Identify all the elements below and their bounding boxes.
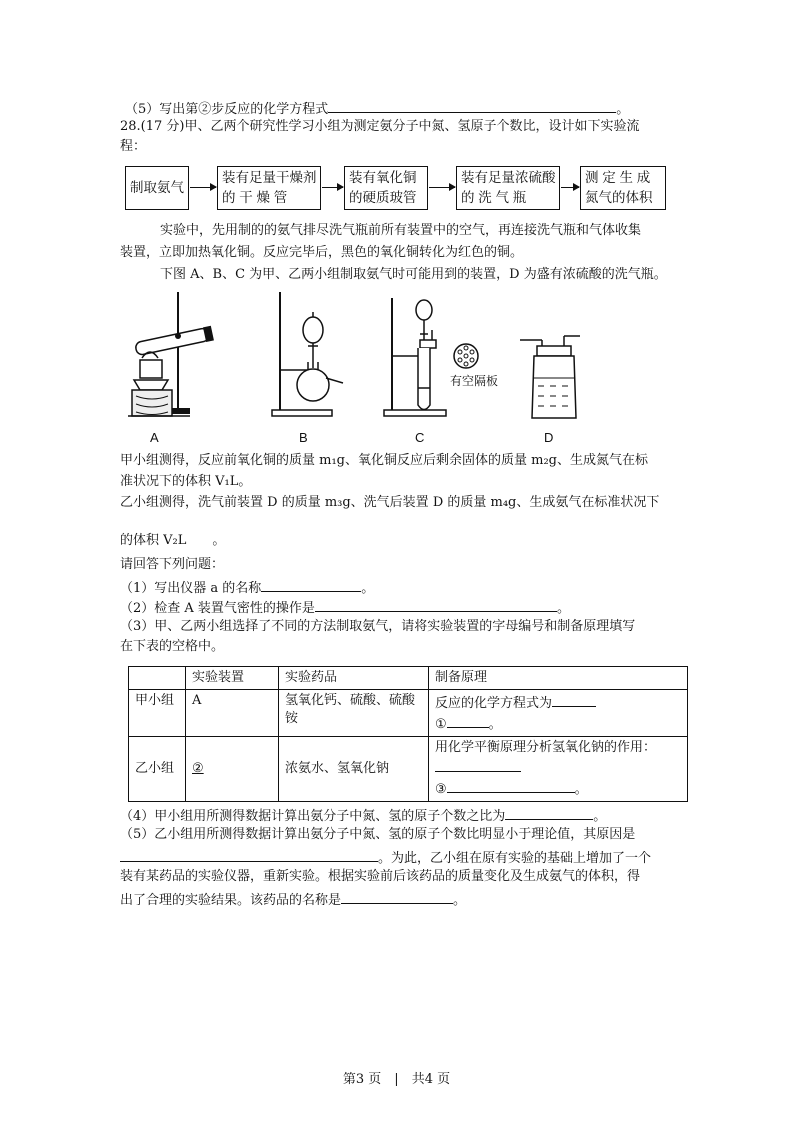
- flow-box-2: 装有足量干燥剂 的 干 燥 管: [217, 166, 321, 210]
- apparatus-a-drawing: [128, 290, 218, 420]
- flow-box-4: 装有足量浓硫酸 的 洗 气 瓶: [456, 166, 560, 210]
- flow-box-3: 装有氧化铜 的硬质玻管: [344, 166, 428, 210]
- apparatus-b-label: B: [299, 430, 308, 445]
- paragraph-1: 实验中，先用制的的氨气排尽洗气瓶前所有装置中的空气，再连接洗气瓶和气体收集: [160, 223, 642, 238]
- flow-box-1: 制取氨气: [125, 166, 189, 210]
- flow-box-5: 测 定 生 成 氮气的体积: [580, 166, 666, 210]
- apparatus-d-label: D: [544, 430, 554, 445]
- flow-arrow-1: [190, 187, 216, 188]
- jia-measurement: 甲小组测得，反应前氧化铜的质量 m₁g、氧化铜反应后剩余固体的质量 m₂g、生成氮气在标: [120, 453, 648, 468]
- flow-arrow-4: [561, 187, 579, 188]
- question-3: （3）甲、乙两小组选择了不同的方法制取氨气，请将实验装置的字母编号和制备原理填写: [120, 619, 636, 634]
- paragraph-2: 下图 A、B、C 为甲、乙两小组制取氨气时可能用到的装置，D 为盛有浓硫酸的洗气瓶。: [160, 267, 667, 282]
- apparatus-b-drawing: [268, 290, 358, 420]
- q5-previous: （5）写出第②步反应的化学方程式 。: [125, 98, 629, 119]
- flow-arrow-2: [322, 187, 343, 188]
- table-row: [129, 737, 688, 802]
- table-cell-device: A: [186, 690, 279, 737]
- table-cell-device: ②: [186, 737, 279, 802]
- apparatus-a-label: A: [150, 430, 159, 445]
- question-2: （2）检查 A 装置气密性的操作是 。: [120, 597, 570, 618]
- table-cell-reagent: 浓氨水、氢氧化钠: [279, 737, 429, 802]
- apparatus-c-label: C: [415, 430, 425, 445]
- method-table: [128, 666, 688, 802]
- page-footer: 第3 页 | 共4 页: [342, 1072, 451, 1087]
- table-header-cell: 实验装置: [186, 667, 279, 690]
- table-cell-reagent: 氢氧化钙、硫酸、硫酸铵: [279, 690, 429, 737]
- table-header-row: [129, 667, 688, 690]
- questions-intro: 请回答下列问题：: [120, 557, 225, 572]
- table-cell-group: 乙小组: [129, 737, 186, 802]
- q28-heading: 28.(17 分)甲、乙两个研究性学习小组为测定氨分子中氮、氢原子个数比，设计如下实验流: [120, 119, 640, 134]
- paragraph-1-cont: 装置，立即加热氧化铜。反应完毕后，黑色的氧化铜转化为红色的铜。: [120, 245, 524, 260]
- question-5-cont: 。为此，乙小组在原有实验的基础上增加了一个: [120, 847, 651, 868]
- apparatus-d-drawing: [520, 326, 590, 421]
- table-header-cell: 实验药品: [279, 667, 429, 690]
- yi-measurement-cont: 的体积 V₂L 。: [120, 533, 226, 548]
- q28-heading-cont: 程：: [120, 139, 147, 154]
- table-cell-principle: 用化学平衡原理分析氢氧化钠的作用： ③ 。: [429, 737, 688, 802]
- question-5-cont-3: 出了合理的实验结果。该药品的名称是 。: [120, 889, 466, 910]
- question-3-cont: 在下表的空格中。: [120, 639, 225, 654]
- question-5-cont-2: 装有某药品的实验仪器，重新实验。根据实验前后该药品的质量变化及生成氨气的体积，得: [120, 869, 641, 884]
- table-header-cell: 制备原理: [429, 667, 688, 690]
- question-1: （1）写出仪器 a 的名称 。: [120, 577, 374, 598]
- table-cell-group: 甲小组: [129, 690, 186, 737]
- flow-chart: [120, 166, 680, 216]
- jia-measurement-cont: 准状况下的体积 V₁L。: [120, 474, 252, 489]
- apparatus-c-note: 有空隔板: [450, 374, 499, 388]
- yi-measurement: 乙小组测得，洗气前装置 D 的质量 m₃g、洗气后装置 D 的质量 m₄g、生成氨气在标准状况下: [120, 495, 660, 510]
- table-cell-principle: 反应的化学方程式为 ① 。: [429, 690, 688, 737]
- table-row: [129, 690, 688, 737]
- question-5: （5）乙小组用所测得数据计算出氨分子中氮、氢的原子个数比明显小于理论值，其原因是: [120, 827, 636, 842]
- flow-arrow-3: [429, 187, 455, 188]
- apparatus-c-drawing: [380, 290, 520, 420]
- table-header-cell: [129, 667, 186, 690]
- question-4: （4）甲小组用所测得数据计算出氨分子中氮、氢的原子个数之比为 。: [120, 805, 606, 826]
